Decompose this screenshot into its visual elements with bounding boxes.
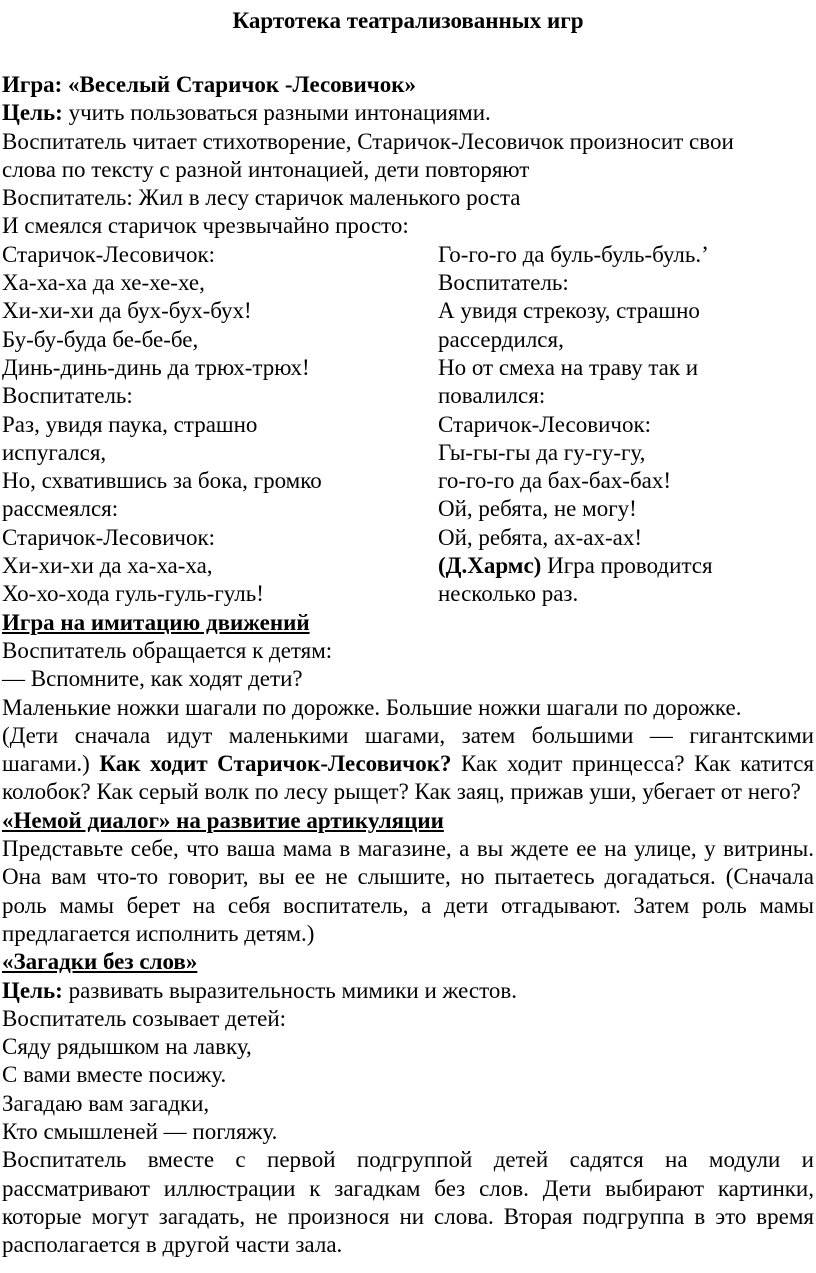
poem-line: Ой, ребята, не могу! <box>438 496 637 522</box>
poem-author-line <box>438 552 814 580</box>
game1-goal-text: учить пользоваться разными интонациями. <box>62 100 491 126</box>
game1-heading: Игра: «Веселый Старичок -Лесовичок» <box>2 72 416 97</box>
game4-goal <box>2 977 814 1005</box>
game4-goal-text: развивать выразительность мимики и жестов. <box>62 977 517 1003</box>
poem-line: испугался, <box>2 439 107 465</box>
poem-author-tail: Игра проводится <box>541 553 713 579</box>
poem-line: Го-го-го да буль-буль-буль.’ <box>438 241 709 267</box>
poem-line: Старичок-Лесовичок: <box>438 411 652 437</box>
game1-intro-line: Воспитатель: Жил в лесу старичок маленького роста <box>2 185 521 211</box>
poem-line: Старичок-Лесовичок: <box>2 241 216 267</box>
poem-line: рассмеялся: <box>2 496 119 522</box>
game2-line: Воспитатель обращается к детям: <box>2 637 333 663</box>
title-spacer <box>2 35 814 71</box>
poem-line: Хи-хи-хи да ха-ха-ха, <box>2 553 213 579</box>
poem-line: повалился: <box>438 383 546 409</box>
game4-paragraph: Воспитатель вместе с первой подгруппой детей садятся на модули и рассматривают иллюстрации к загадкам без слов. Дети выбирают картинки, которые могут загадать, не произнося ни слова. Вторая подгруппа в это время располагается в другой части зала. <box>2 1147 814 1258</box>
poem-line: го-го-го да бах-бах-бах! <box>438 468 672 494</box>
game4-line: С вами вместе посижу. <box>2 1062 227 1088</box>
poem-line: Раз, увидя паука, страшно <box>2 411 258 437</box>
game3-paragraph: Представьте себе, что ваша мама в магазине, а вы ждете ее на улице, у витрины. Она вам что-то говорит, вы ее не слышите, но пытаетесь догадаться. (Сначала роль мамы берет на себя воспитатель, а дети отгадывают. Затем роль мамы предлагается исполнить детям.) <box>2 836 814 946</box>
poem-line: рассердился, <box>438 326 564 352</box>
game1-intro-line: Воспитатель читает стихотворение, Старичок-Лесовичок произносит свои <box>2 128 734 154</box>
game1-intro-line: И смеялся старичок чрезвычайно просто: <box>2 213 409 239</box>
poem-line: Но от смеха на траву так и <box>438 354 699 380</box>
game4-heading: «Загадки без слов» <box>2 949 198 975</box>
game2-paragraph <box>2 722 814 807</box>
poem-line: Воспитатель: <box>438 270 569 296</box>
poem-line: Хи-хи-хи да бух-бух-бух! <box>2 298 252 324</box>
poem-line: Воспитатель: <box>2 383 133 409</box>
game2-paragraph-end: Как ходит принцесса? Как катится колобок? Как серый волк по лесу рыщет? Как заяц, прижав уши, убегает от него? <box>2 751 814 805</box>
game1-goal-label: Цель: <box>2 100 63 126</box>
poem-line: Бу-бу-буда бе-бе-бе, <box>2 326 199 352</box>
poem-line: Ой, ребята, ах-ах-ах! <box>438 524 642 550</box>
document-title: Картотека театрализованных игр <box>232 8 584 33</box>
game2-line: Маленькие ножки шагали по дорожке. Большие ножки шагали по дорожке. <box>2 694 742 720</box>
game4-line: Воспитатель созывает детей: <box>2 1005 287 1031</box>
game2-line: — Вспомните, как ходят дети? <box>2 666 303 692</box>
game4-line: Сяду рядышком на лавку, <box>2 1034 252 1060</box>
game4-line: Кто смышленей — погляжу. <box>2 1118 278 1144</box>
poem-line: Динь-динь-динь да трюх-трюх! <box>2 354 310 380</box>
game4-goal-label: Цель: <box>2 977 63 1003</box>
game4-line: Загадаю вам загадки, <box>2 1090 210 1116</box>
game2-heading: Игра на имитацию движений <box>2 609 310 635</box>
poem-left-column <box>2 241 438 609</box>
document-page <box>2 0 814 1259</box>
poem-line: Хо-хо-хода гуль-гуль-гуль! <box>2 581 264 607</box>
poem-right-column <box>438 241 814 609</box>
poem-line: Старичок-Лесовичок: <box>2 524 216 550</box>
poem-line: Ха-ха-ха да хе-хе-хе, <box>2 270 205 296</box>
game1-goal <box>2 99 814 127</box>
poem-author-tail-line: несколько раз. <box>438 581 579 607</box>
poem-author: (Д.Хармс) <box>438 553 542 579</box>
poem-line: Гы-гы-гы да гу-гу-гу, <box>438 439 646 465</box>
poem-line: Но, схватившись за бока, громко <box>2 468 322 494</box>
game2-paragraph-bold: Как ходит Старичок-Лесовичок? <box>99 751 452 777</box>
poem-columns <box>2 241 814 609</box>
game2-paragraph-start: (Дети сначала идут маленькими шагами, затем большими — гигантскими шагами.) <box>2 722 814 777</box>
game3-heading: «Немой диалог» на развитие артикуляции <box>2 807 444 833</box>
game1-intro-line: слова по тексту с разной интонацией, дети повторяют <box>2 156 530 182</box>
poem-line: А увидя стрекозу, страшно <box>438 298 700 324</box>
